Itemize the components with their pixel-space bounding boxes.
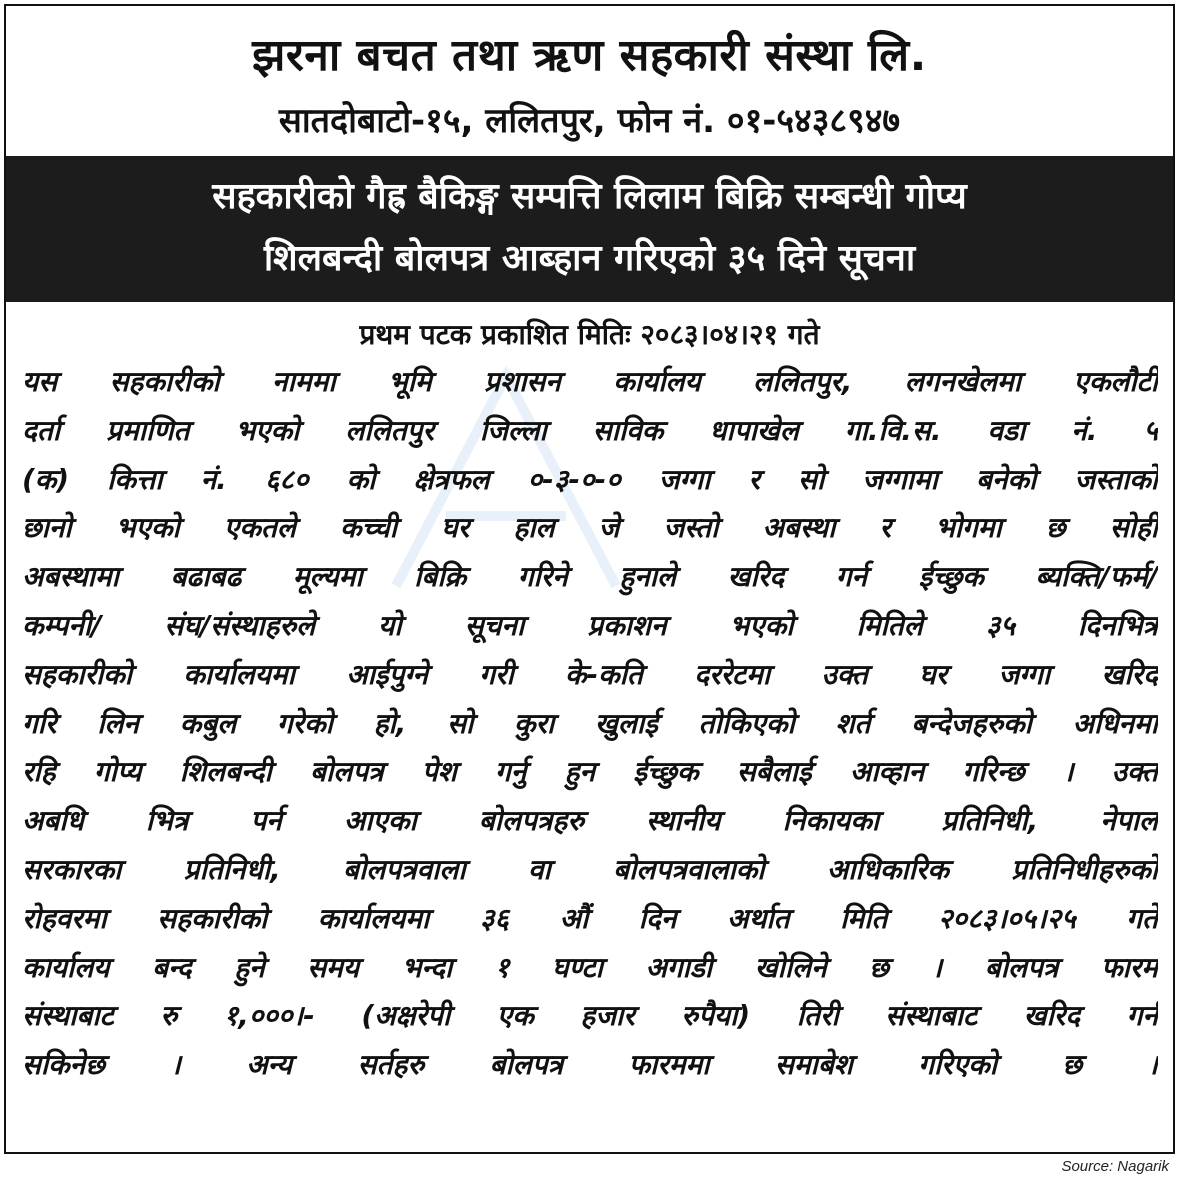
- body-line: संस्थाबाट रु १,०००।- (अक्षरेपी एक हजार रुपैया) तिरी संस्थाबाट खरिद गर्न: [22, 999, 1158, 1033]
- body-line: कार्यालय बन्द हुने समय भन्दा १ घण्टा अगाडी खोलिने छ । बोलपत्र फारम: [22, 950, 1158, 984]
- body-line: गरि लिन कबुल गरेको हो, सो कुरा खुलाई तोकिएको शर्त बन्देजहरुको अधिनमा: [22, 706, 1158, 740]
- body-line: सहकारीको कार्यालयमा आईपुग्ने गरी के-कति दररेटमा उक्त घर जग्गा खरिद: [22, 657, 1158, 691]
- body-line: अबस्थामा बढाबढ मूल्यमा बिक्रि गरिने हुनाले खरिद गर्न ईच्छुक ब्यक्ति/फर्म/: [22, 560, 1158, 594]
- organization-address: सातदोबाटो-१५, ललितपुर, फोन नं. ०१-५४३८९४७: [278, 101, 901, 141]
- notice-title-line-1: सहकारीको गैह्र बैकिङ्ग सम्पत्ति लिलाम बिक्रि सम्बन्धी गोप्य: [212, 176, 967, 217]
- body-line: सकिनेछ । अन्य सर्तहरु बोलपत्र फारममा समाबेश गरिएको छ ।: [22, 1048, 1158, 1082]
- body-line: कम्पनी/ संघ/संस्थाहरुले यो सूचना प्रकाशन भएको मितिले ३५ दिनभित्र: [22, 608, 1158, 642]
- body-line: सरकारका प्रतिनिधी, बोलपत्रवाला वा बोलपत्रवालाको आधिकारिक प्रतिनिधीहरुको: [22, 852, 1158, 886]
- body-line: यस सहकारीको नाममा भूमि प्रशासन कार्यालय ललितपुर, लगनखेलमा एकलौटी: [22, 365, 1158, 398]
- body-line: दर्ता प्रमाणित भएको ललितपुर जिल्ला साविक धापाखेल गा.वि.स. वडा नं. ५: [22, 413, 1158, 447]
- body-line: अबधि भित्र पर्न आएका बोलपत्रहरु स्थानीय निकायका प्रतिनिधी, नेपाल: [22, 804, 1158, 838]
- notice-body: [22, 358, 1158, 1090]
- organization-name: झरना बचत तथा ऋण सहकारी संस्था लि.: [252, 30, 927, 81]
- body-line: रोहवरमा सहकारीको कार्यालयमा ३६ औं दिन अर्थात मिति २०८३।०५।२५ गते: [22, 901, 1158, 935]
- notice-frame: [4, 4, 1175, 1154]
- notice-title-line-2: शिलबन्दी बोलपत्र आब्हान गरिएको ३५ दिने सूचना: [263, 238, 916, 279]
- body-line: (क) कित्ता नं. ६८० को क्षेत्रफल ०-३-०-० जग्गा र सो जग्गामा बनेको जस्ताको: [22, 462, 1158, 496]
- body-line: रहि गोप्य शिलबन्दी बोलपत्र पेश गर्नु हुन ईच्छुक सबैलाई आव्हान गरिन्छ । उक्त: [22, 755, 1158, 789]
- body-line: छानो भएको एकतले कच्ची घर हाल जे जस्तो अबस्था र भोगमा छ सोही: [22, 511, 1158, 545]
- source-credit: Source: Nagarik: [1061, 1158, 1169, 1175]
- notice-title-band: [6, 156, 1173, 302]
- published-date: प्रथम पटक प्रकाशित मितिः २०८३।०४।२१ गते: [359, 318, 820, 351]
